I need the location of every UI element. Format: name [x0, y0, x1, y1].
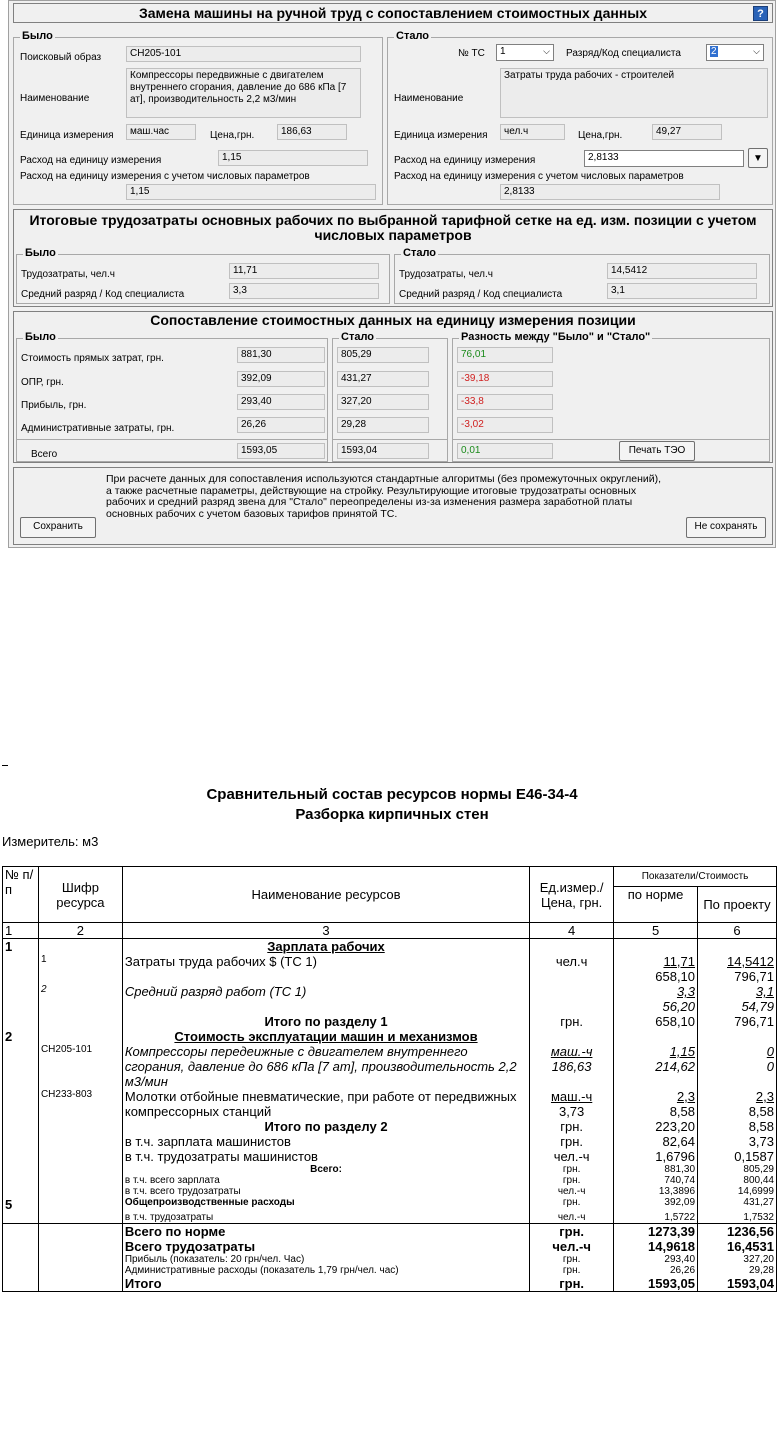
divider	[333, 439, 447, 440]
row-num	[3, 984, 39, 1014]
row-num	[3, 1014, 39, 1029]
name-label: Наименование	[20, 93, 90, 104]
row-project: 431,27	[698, 1197, 777, 1212]
compare-before-group	[16, 331, 328, 462]
report-meter: Измеритель: м3	[2, 834, 99, 849]
price-field: 49,27	[652, 124, 722, 140]
row-code: СН205-101	[38, 1044, 122, 1089]
row-project: 0 0	[698, 1044, 777, 1089]
before-labor-field: 11,71	[229, 263, 379, 279]
help-icon[interactable]: ?	[753, 6, 768, 21]
row-unit: маш.-ч 186,63	[530, 1044, 614, 1089]
row-project: 805,29	[698, 1164, 777, 1175]
diff-total: 0,01	[457, 443, 553, 459]
row-code	[38, 1119, 122, 1134]
table-row	[3, 939, 777, 955]
table-row	[3, 1175, 777, 1186]
ts-select[interactable]: 1 ⌵	[496, 44, 554, 61]
row-code	[38, 1276, 122, 1292]
labor-after-group	[394, 247, 770, 304]
row-num	[3, 1212, 39, 1224]
before-legend: Было	[22, 30, 53, 42]
after-group	[387, 30, 773, 205]
unit-field: чел.ч	[500, 124, 565, 140]
row-name: в т.ч. зарплата машинистов	[122, 1134, 529, 1149]
total-label: Всего	[31, 449, 58, 460]
table-row	[3, 954, 777, 984]
dialog-title: Замена машины на ручной труд с сопоставлением стоимостных данных ?	[13, 3, 773, 23]
labor-label: Трудозатраты, чел.ч	[399, 269, 493, 280]
ts-label: № ТС	[458, 48, 485, 59]
rate-params-label: Расход на единицу измерения с учетом числовых параметров	[20, 171, 310, 182]
row-name: в т.ч. трудозатраты машинистов	[122, 1149, 529, 1164]
rate-params-field: 1,15	[126, 184, 376, 200]
row-num	[3, 1254, 39, 1265]
row-norm: 740,74	[614, 1175, 698, 1186]
nosave-button[interactable]: Не сохранять	[686, 517, 766, 538]
replace-machine-dialog	[8, 0, 776, 548]
row-name: Прибыль (показатель: 20 грн/чел. Час)	[122, 1254, 529, 1265]
row-project: 2,3 8,58	[698, 1089, 777, 1119]
note-section	[13, 467, 773, 545]
print-teo-button[interactable]: Печать ТЭО	[619, 441, 695, 461]
name-field: Затраты труда рабочих - строителей	[500, 68, 768, 118]
note-text: При расчете данных для сопоставления используются стандартные алгоритмы (без промежуточных округлений), а также расчетные параметры, действующие на стройку. Результирующие итоговые трудозатраты основных рабочих и средний разряд звена для "Стало" переопределены из-за изменения размера заработной платы основных рабочих с учетом базовых тарифов принятой ТС.	[106, 473, 662, 520]
row-num	[3, 1044, 39, 1089]
row-project: 796,71	[698, 1014, 777, 1029]
search-field[interactable]: СН205-101	[126, 46, 361, 62]
row-unit: маш.-ч 3,73	[530, 1089, 614, 1119]
col-group: Показатели/Стоимость	[614, 867, 777, 887]
compare-heading: Сопоставление стоимостных данных на единицу измерения позиции	[150, 312, 636, 328]
before-grade-field: 3,3	[229, 283, 379, 299]
row-unit: грн.	[530, 1265, 614, 1276]
diff-value: -3,02	[457, 417, 553, 433]
col-unit: Ед.измер./ Цена, грн.	[530, 867, 614, 923]
after-legend: Стало	[396, 30, 430, 42]
row-name: Зарплата рабочих	[122, 939, 529, 955]
row-name: в т.ч. всего трудозатраты	[122, 1186, 529, 1197]
row-unit: чел.-ч	[530, 1186, 614, 1197]
search-label: Поисковый образ	[20, 52, 102, 63]
labor-before-legend: Было	[25, 247, 56, 259]
after-grade-field: 3,1	[607, 283, 757, 299]
before-value: 392,09	[237, 371, 325, 387]
grade-label: Средний разряд / Код специалиста	[21, 289, 185, 300]
row-code	[38, 1239, 122, 1254]
table-row	[3, 1089, 777, 1119]
rate-field: 1,15	[218, 150, 368, 166]
divider	[17, 439, 327, 440]
row-unit: грн.	[530, 1254, 614, 1265]
row-unit: грн.	[530, 1197, 614, 1212]
compare-after-legend: Стало	[341, 331, 375, 343]
report-subtitle: Разборка кирпичных стен	[295, 806, 489, 823]
name-field: Компрессоры передвижные с двигателем внутреннего сгорания, давление до 686 кПа [7 ат], производительность 2,2 м3/мин	[126, 68, 361, 118]
row-code	[38, 1224, 122, 1240]
row-name: Итого по разделу 2	[122, 1119, 529, 1134]
before-group	[13, 30, 383, 205]
table-row	[3, 1014, 777, 1029]
row-num	[3, 1149, 39, 1164]
table-row	[3, 1164, 777, 1175]
table-row	[3, 1224, 777, 1240]
rate-params-field: 2,8133	[500, 184, 720, 200]
row-code	[38, 1014, 122, 1029]
before-value: 293,40	[237, 394, 325, 410]
name-label: Наименование	[394, 93, 464, 104]
before-value: 26,26	[237, 417, 325, 433]
compare-before-legend: Было	[25, 331, 56, 343]
row-project: 1593,04	[698, 1276, 777, 1292]
chevron-down-icon: ⌵	[753, 46, 760, 56]
row-norm	[614, 1029, 698, 1044]
row-name: в т.ч. трудозатраты	[122, 1212, 529, 1224]
row-norm: 1,6796	[614, 1149, 698, 1164]
row-name: Всего:	[122, 1164, 529, 1175]
row-norm: 14,9618	[614, 1239, 698, 1254]
row-norm: 11,71 658,10	[614, 954, 698, 984]
row-name: Общепроизводственные расходы	[122, 1197, 529, 1212]
table-row	[3, 1119, 777, 1134]
row-project: 16,4531	[698, 1239, 777, 1254]
row-code	[38, 1254, 122, 1265]
compare-diff-group	[452, 331, 770, 462]
table-row	[3, 1265, 777, 1276]
cost-label: Административные затраты, грн.	[21, 423, 175, 434]
row-unit: грн.	[530, 1164, 614, 1175]
row-num	[3, 1134, 39, 1149]
row-name: Административные расходы (показатель 1,79 грн/чел. час)	[122, 1265, 529, 1276]
col-name: Наименование ресурсов	[122, 867, 529, 923]
row-norm: 1273,39	[614, 1224, 698, 1240]
after-value: 29,28	[337, 417, 429, 433]
row-name: Молотки отбойные пневматические, при работе от передвижных компрессорных станций	[122, 1089, 529, 1119]
row-name: Всего по норме	[122, 1224, 529, 1240]
grade-select[interactable]: 2 ⌵	[706, 44, 764, 61]
row-norm: 2,3 8,58	[614, 1089, 698, 1119]
row-project: 1,7532	[698, 1212, 777, 1224]
after-total: 1593,04	[337, 443, 429, 459]
save-button[interactable]: Сохранить	[20, 517, 96, 538]
labor-section	[13, 209, 773, 307]
colnum: 1	[3, 923, 39, 939]
row-code	[38, 1175, 122, 1186]
row-code	[38, 1212, 122, 1224]
table-row	[3, 1239, 777, 1254]
after-value: 431,27	[337, 371, 429, 387]
row-unit: чел.-ч	[530, 1239, 614, 1254]
row-project: 3,1 54,79	[698, 984, 777, 1014]
colnum: 4	[530, 923, 614, 939]
row-project: 29,28	[698, 1265, 777, 1276]
table-row	[3, 1197, 777, 1212]
row-unit: чел.-ч	[530, 1212, 614, 1224]
row-norm: 658,10	[614, 1014, 698, 1029]
table-row	[3, 1134, 777, 1149]
row-code: СН233-803	[38, 1089, 122, 1119]
row-name: Стоимость эксплуатации машин и механизмов	[122, 1029, 529, 1044]
after-value: 327,20	[337, 394, 429, 410]
resources-table	[2, 866, 777, 1292]
labor-before-group	[16, 247, 390, 304]
compare-diff-legend: Разность между "Было" и "Стало"	[461, 331, 651, 343]
colnum: 5	[614, 923, 698, 939]
row-project: 3,73	[698, 1134, 777, 1149]
row-norm: 881,30	[614, 1164, 698, 1175]
row-norm: 1,15 214,62	[614, 1044, 698, 1089]
before-total: 1593,05	[237, 443, 325, 459]
row-unit: грн.	[530, 1134, 614, 1149]
colnum: 2	[38, 923, 122, 939]
before-value: 881,30	[237, 347, 325, 363]
row-code	[38, 1197, 122, 1212]
row-project: 14,5412 796,71	[698, 954, 777, 984]
row-code	[38, 1149, 122, 1164]
row-unit: грн.	[530, 1119, 614, 1134]
row-num	[3, 1276, 39, 1292]
table-row	[3, 984, 777, 1014]
rate-params-label: Расход на единицу измерения с учетом числовых параметров	[394, 171, 684, 182]
col-project: По проекту	[698, 887, 777, 923]
table-row	[3, 1186, 777, 1197]
table-row	[3, 1029, 777, 1044]
grade-label: Средний разряд / Код специалиста	[399, 289, 563, 300]
row-num	[3, 1175, 39, 1186]
row-code	[38, 1164, 122, 1175]
row-unit	[530, 984, 614, 1014]
row-code	[38, 1265, 122, 1276]
labor-heading: Итоговые трудозатраты основных рабочих по выбранной тарифной сетке на ед. изм. позиции с учетом числовых параметров	[29, 212, 757, 243]
price-field: 186,63	[277, 124, 347, 140]
chevron-down-icon: ⌵	[543, 46, 550, 56]
row-norm: 1593,05	[614, 1276, 698, 1292]
row-project: 14,6999	[698, 1186, 777, 1197]
row-project: 1236,56	[698, 1224, 777, 1240]
compare-after-group	[332, 331, 448, 462]
row-norm: 392,09	[614, 1197, 698, 1212]
after-labor-field: 14,5412	[607, 263, 757, 279]
row-name: Итого	[122, 1276, 529, 1292]
row-num	[3, 1224, 39, 1240]
row-norm: 13,3896	[614, 1186, 698, 1197]
row-unit: грн.	[530, 1175, 614, 1186]
row-num	[3, 954, 39, 984]
col-num: № п/п	[3, 867, 39, 923]
row-unit	[530, 1029, 614, 1044]
row-code	[38, 1186, 122, 1197]
labor-after-legend: Стало	[403, 247, 437, 259]
unit-label: Единица измерения	[394, 130, 488, 141]
row-name: Средний разряд работ (ТС 1)	[122, 984, 529, 1014]
diff-value: 76,01	[457, 347, 553, 363]
diff-value: -33,8	[457, 394, 553, 410]
after-value: 805,29	[337, 347, 429, 363]
row-code: 2	[38, 984, 122, 1014]
row-norm: 1,5722	[614, 1212, 698, 1224]
row-norm: 82,64	[614, 1134, 698, 1149]
row-project: 0,1587	[698, 1149, 777, 1164]
row-num	[3, 1119, 39, 1134]
row-name: Итого по разделу 1	[122, 1014, 529, 1029]
row-project: 800,44	[698, 1175, 777, 1186]
triangle-down-icon: ▼	[753, 153, 763, 164]
table-row	[3, 1149, 777, 1164]
table-row	[3, 1254, 777, 1265]
colnum: 6	[698, 923, 777, 939]
col-norm: по норме	[614, 887, 698, 923]
row-norm: 3,3 56,20	[614, 984, 698, 1014]
row-num	[3, 1164, 39, 1175]
row-unit: грн.	[530, 1224, 614, 1240]
divider	[453, 439, 769, 440]
row-norm: 26,26	[614, 1265, 698, 1276]
row-num: 1	[3, 939, 39, 955]
row-project: 8,58	[698, 1119, 777, 1134]
col-code: Шифр ресурса	[38, 867, 122, 923]
unit-label: Единица измерения	[20, 130, 114, 141]
row-code	[38, 1029, 122, 1044]
grade-label: Разряд/Код специалиста	[566, 48, 681, 59]
row-num: 5	[3, 1197, 39, 1212]
rate-label: Расход на единицу измерения	[20, 155, 162, 166]
row-num	[3, 1239, 39, 1254]
rate-menu-button[interactable]	[748, 148, 768, 168]
price-label: Цена,грн.	[578, 130, 623, 141]
row-num	[3, 1186, 39, 1197]
row-project	[698, 939, 777, 955]
row-num	[3, 1089, 39, 1119]
row-project	[698, 1029, 777, 1044]
page-marker	[2, 765, 8, 766]
cost-label: Прибыль, грн.	[21, 400, 87, 411]
colnum: 3	[122, 923, 529, 939]
labor-label: Трудозатраты, чел.ч	[21, 269, 115, 280]
compare-section	[13, 311, 773, 463]
report-title: Сравнительный состав ресурсов нормы Е46-34-4	[206, 786, 578, 803]
row-name: в т.ч. всего зарплата	[122, 1175, 529, 1186]
row-num: 2	[3, 1029, 39, 1044]
row-name: Затраты труда рабочих $ (ТС 1)	[122, 954, 529, 984]
row-unit: грн.	[530, 1014, 614, 1029]
row-unit: чел.ч	[530, 954, 614, 984]
row-norm: 293,40	[614, 1254, 698, 1265]
row-project: 327,20	[698, 1254, 777, 1265]
diff-value: -39,18	[457, 371, 553, 387]
rate-input[interactable]: 2,8133	[584, 150, 744, 167]
row-norm	[614, 939, 698, 955]
price-label: Цена,грн.	[210, 130, 255, 141]
row-unit: грн.	[530, 1276, 614, 1292]
cost-label: ОПР, грн.	[21, 377, 64, 388]
row-unit	[530, 939, 614, 955]
cost-label: Стоимость прямых затрат, грн.	[21, 353, 164, 364]
row-code	[38, 1134, 122, 1149]
unit-field: маш.час	[126, 124, 196, 140]
table-row	[3, 1044, 777, 1089]
rate-label: Расход на единицу измерения	[394, 155, 536, 166]
row-name: Компрессоры передеижные с двигателем внутреннего сгорания, давление до 686 кПа [7 ат], производительность 2,2 м3/мин	[122, 1044, 529, 1089]
row-norm: 223,20	[614, 1119, 698, 1134]
row-code: 1	[38, 954, 122, 984]
table-row	[3, 1212, 777, 1224]
row-unit: чел.-ч	[530, 1149, 614, 1164]
table-row	[3, 1276, 777, 1292]
row-name: Всего трудозатраты	[122, 1239, 529, 1254]
row-num	[3, 1265, 39, 1276]
row-code	[38, 939, 122, 955]
